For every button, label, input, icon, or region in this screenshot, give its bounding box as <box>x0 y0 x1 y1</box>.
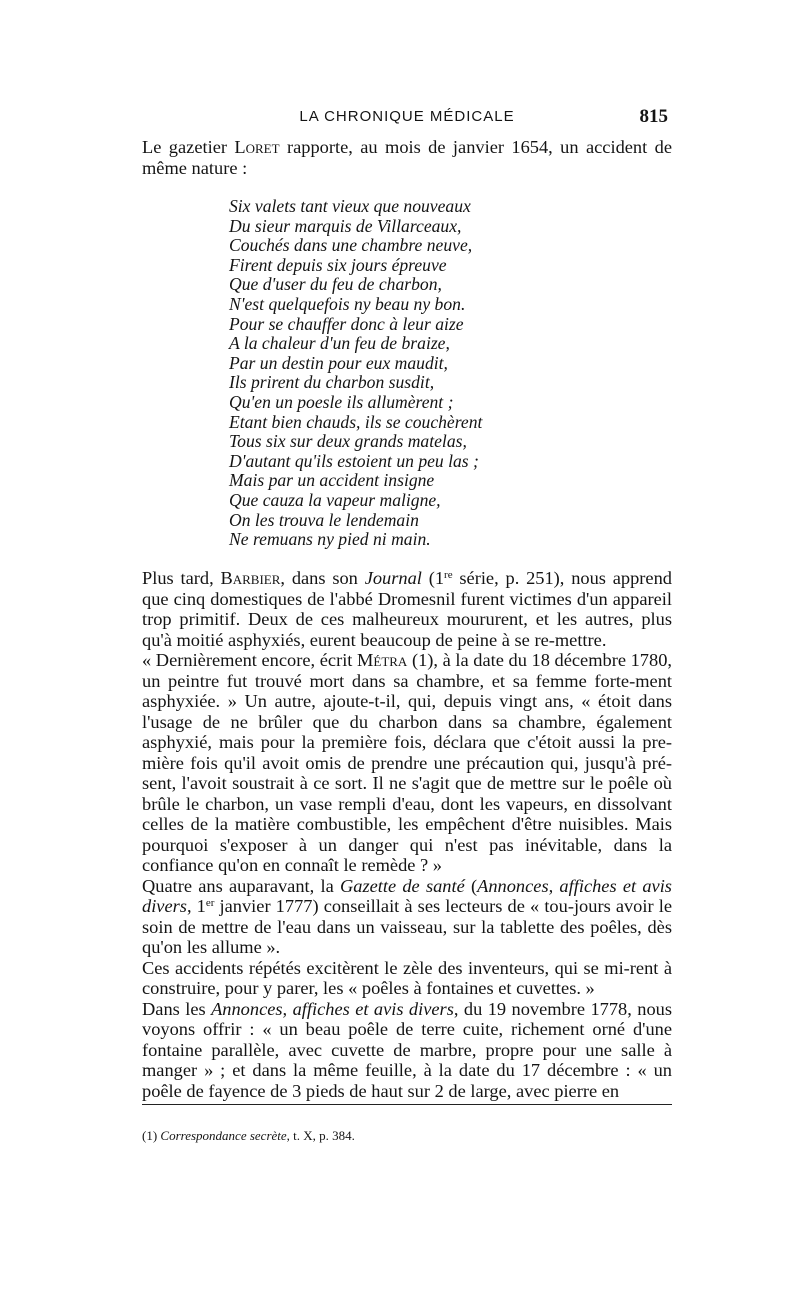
verse-line: Ne remuans ny pied ni main. <box>229 529 431 550</box>
footnote-title: Correspondance secrète <box>160 1128 287 1143</box>
verse-line: Tous six sur deux grands matelas, <box>229 431 467 452</box>
verse-line: N'est quelquefois ny beau ny bon. <box>229 293 466 314</box>
verse-line: Firent depuis six jours épreuve <box>229 254 447 275</box>
journal-ref: Journal <box>364 568 422 588</box>
verse-line: D'autant qu'ils estoient un peu las ; <box>229 450 479 471</box>
annonces-ref-2: Annonces, affiches et avis divers <box>211 998 454 1019</box>
verse-quotation <box>229 197 559 550</box>
author-metra: Métra <box>357 650 408 670</box>
verse-line: Six valets tant vieux que nouveaux <box>229 196 471 216</box>
verse-line: Que d'user du feu de charbon, <box>229 274 442 295</box>
verse-line: Mais par un accident insigne <box>229 470 435 491</box>
body-text <box>142 568 672 1101</box>
verse-line: Etant bien chauds, ils se couchèrent <box>229 411 483 432</box>
intro-text-end: rapporte, au mois de janvier 1654, un accident de même nature : <box>142 137 672 178</box>
footnote: (1) Correspondance secrète, t. X, p. 384. <box>142 1128 355 1143</box>
paragraph-metra: « Dernièrement encore, écrit Métra (1), à la date du 18 décembre 1780, un peintre fut trouvé mort dans sa chambre, et sa femme forte-ment asphyxiée. » Un autre, ajoute-t-il, qui, depuis vingt ans, « étoit dans l'usage de ne brûler que du charbon dans sa chambre, également asphyxié, mais pour la première fois, déclara que c'étoit aussi la pre-mière fois qu'il avoit omis de prendre une précaution qui, jusqu'à pré-sent, l'avoit soustrait à ce sort. Il ne s'agit que de mettre sur le poêle où brûle le charbon, un vase rempli d'eau, dont les vapeurs, en dissolvant celles de la matière combustible, les empêchent d'être nuisibles. Mais pourquoi s'exposer à un danger qui n'est pas inévitable, dans la confiance qu'on en connaît le remède ? » <box>142 650 672 875</box>
footnote-rule <box>142 1104 672 1105</box>
verse-line: Ils prirent du charbon susdit, <box>229 372 435 393</box>
annonces-ref: Annonces, affiches et avis divers <box>142 875 672 916</box>
intro-text: Le gazetier <box>142 137 235 157</box>
verse-line: Que cauza la vapeur maligne, <box>229 489 441 510</box>
verse-line: Du sieur marquis de Villarceaux, <box>229 215 462 236</box>
page-number: 815 <box>639 106 668 127</box>
journal-title: LA CHRONIQUE MÉDICALE <box>299 108 515 125</box>
verse-line: Qu'en un poesle ils allumèrent ; <box>229 391 454 412</box>
running-header <box>142 106 672 130</box>
verse-line: On les trouva le lendemain <box>229 509 419 530</box>
paragraph-gazette: Quatre ans auparavant, la Gazette de santé (Annonces, affiches et avis divers, 1er janvier 1777) conseillait à ses lecteurs de « tou-jours avoir le soin de mettre de l'eau dans un vaisseau, sur la tablette des poêles, dès qu'on les allume ». <box>142 875 672 957</box>
verse-line: Couchés dans une chambre neuve, <box>229 235 473 256</box>
paragraph-barbier: Plus tard, Barbier, dans son Journal (1re série, p. 251), nous apprend que cinq domestiques de l'abbé Dromesnil furent victimes d'un appareil trop primitif. Deux de ces malheureux moururent, et les autres, plus qu'à moitié asphyxiés, eurent beaucoup de peine à se re-mettre. <box>142 568 672 650</box>
verse-line: A la chaleur d'un feu de braize, <box>229 333 450 354</box>
author-barbier: Barbier <box>220 568 281 588</box>
author-loret: Loret <box>234 137 280 157</box>
intro-paragraph <box>142 137 672 178</box>
gazette-ref: Gazette de santé <box>339 875 465 896</box>
paragraph-annonces: Dans les Annonces, affiches et avis divers, du 19 novembre 1778, nous voyons offrir : « un beau poêle de terre cuite, richement orné d'une fontaine parallèle, avec cuvette de marbre, propre pour une salle à manger » ; et dans la même feuille, à la date du 17 décembre : « un poêle de fayence de 3 pieds de haut sur 2 de large, avec pierre en <box>142 998 672 1101</box>
verse-line: Par un destin pour eux maudit, <box>229 352 448 373</box>
paragraph-inventeurs: Ces accidents répétés excitèrent le zèle des inventeurs, qui se mi-rent à construire, pour y parer, les « poêles à fontaines et cuvettes. » <box>142 957 672 998</box>
verse-line: Pour se chauffer donc à leur aize <box>229 313 464 334</box>
